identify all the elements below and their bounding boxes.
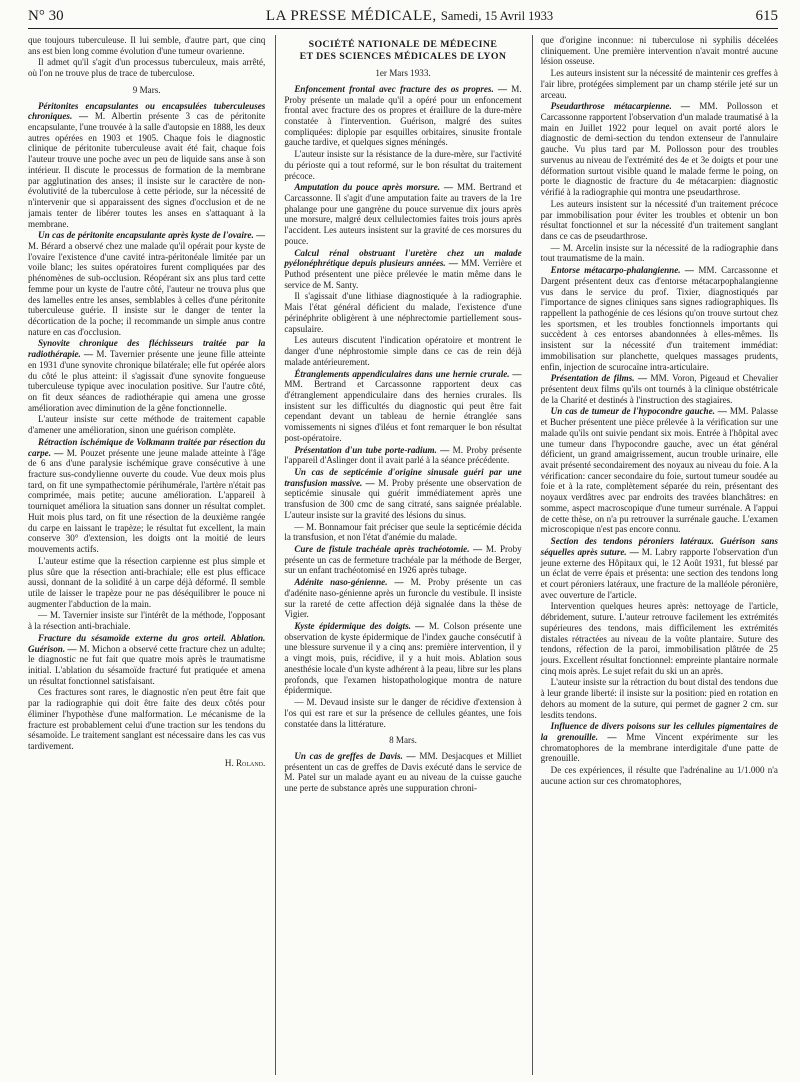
paragraph: Il admet qu'il s'agit d'un processus tuberculeux, mais arrêté, où l'on ne trouve plus de trace de tuberculose.	[28, 57, 266, 79]
article-text: M. Proby présente un cas de fermeture trachéale par la méthode de Berger, sur un enfant trachéotomisé en 1926 après tubage.	[284, 544, 522, 576]
article-text: MM. Verrière et Puthod présentent une pièce prélevée le matin même dans le service de M. Santy.	[284, 258, 522, 290]
journal-name: LA PRESSE MÉDICALE,	[265, 8, 437, 24]
issue-number: N° 30	[28, 8, 64, 24]
paragraph: Ces fractures sont rares, le diagnostic n'en peut être fait que par la radiographie qui doit être faite des deux côtés pour éliminer l'hypothèse d'une malformation. Le mécanisme de la fracture est probablement celui d'une traction sur les tendons du sésamoïde. Le traitement sanglant est nécessaire dans les cas vus tardivement.	[28, 687, 266, 751]
article-text: MM. Pollosson et Carcassonne rapportent l'observation d'un malade traumatisé à la main en Juillet 1922 pour lequel on avait porté alors le diagnostic de demi-section du tendon extenseur de l'annulaire gauche. Vu plus tard par M. Pollosson pour des troubles survenus au niveau de l'extrémité des 4e et 3e doigts et pour une déformation surtout visible quand le malade ferme le poing, on porte le diagnostic de fracture du 4e métacarpien: diagnostic vérifié à la radiographie qui montra une pseudarthrose.	[540, 101, 778, 198]
article-title: Entorse métacarpo-phalangienne. —	[550, 265, 694, 276]
article-title: Fracture du sésamoïde externe du gros orteil. Ablation. Guérison. —	[28, 632, 266, 654]
article-title: Rétraction ischémique de Volkmann traitée par résection du carpe. —	[28, 436, 266, 458]
paragraph: L'auteur insiste sur la résistance de la dure-mère, sur l'activité du périoste qui a tout reformé, sur le bon résultat du traitement précoce.	[284, 149, 522, 181]
article-text: MM. Bertrand et Carcassonne rapportent deux cas d'étranglement appendiculaire dans des hernies crurales. Ils insistent sur les difficultés du diagnostic qui peut être fait cependant devant un tableau de hernie étranglée sans vomissements ni signes d'iléus et font remarquer le bon résultat post-opératoire.	[284, 379, 522, 443]
column-right	[532, 35, 778, 1075]
article-title: Un cas de péritonite encapsulante après kyste de l'ovaire. —	[38, 230, 266, 241]
paragraph: — M. Arcelin insiste sur la nécessité de la radiographie dans tout traumatisme de la main.	[540, 242, 778, 264]
text-columns	[28, 35, 778, 1075]
issue-date: Samedi, 15 Avril 1933	[440, 9, 554, 23]
paragraph: Les auteurs discutent l'indication opératoire et montrent le danger d'une néphrostomie simple dans ce cas de rein déjà malade antérieurement.	[284, 335, 522, 367]
article-text: M. Proby présente l'appareil d'Aslinger dont il avait parlé à la séance précédente.	[284, 444, 522, 466]
article-text: M. Tavernier présente une jeune fille atteinte en 1931 d'une synovite chronique bilatérale; elle fut opérée alors du côté le plus atteint: il s'agissait d'une synovite fongueuse tuberculeuse typique avec inoculation positive. Sur l'autre côté, on fit deux séances de radiothérapie qui amena une grosse amélioration avec diminution de la gêne fonctionnelle.	[28, 349, 266, 413]
article-text: MM. Carcassonne et Dargent présentent deux cas d'entorse métacarpophalangienne vus dans le service du prof. Tixier, diagnostiqués par l'importance de signes cliniques sans signes radiographiques. Ils rappellent la pathogénie de ces lésions qu'on trouve surtout chez les sportsmen, et les troubles fonctionnels importants qui succèdent à ces entorses abandonnées à elles-mêmes. Ils insistent sur la nécessité d'un traitement immédiat: immobilisation sur planchette, quelques massages prudents, enfin, injection de scurocaïne intra-articulaire.	[540, 265, 778, 372]
paragraph: que d'origine inconnue: ni tuberculose ni syphilis décelées cliniquement. Une première intervention n'avait montré aucune lésion osseuse.	[540, 35, 778, 67]
society-heading	[284, 39, 521, 62]
article-title: Présentation de films. —	[550, 373, 648, 384]
article-text: MM. Palasse et Bucher présentent une pièce prélevée à la vérification sur une malade qu'ils ont suivie pendant six mois. Entrée à l'hôpital avec une tumeur dans l'hypocondre gauche, avec un état général déficient, un grand amaigrissement, aucun trouble urinaire, elle avait présenté secondairement des noyaux au niveau du foie. A la vérification: cancer secondaire du foie, surtout tumeur soudée au foie et à la rate, complètement séparée du rein, présentant des noyaux verdâtres avec par endroits des travées blanchâtres: en somme, aspect macroscopique d'une tumeur surrénale. A l'appui de cette thèse, on n'a pu retrouver la surrénale gauche. L'examen microscopique n'est pas encore connu.	[540, 406, 778, 535]
article-title: Présentation d'un tube porte-radium. —	[294, 444, 450, 455]
article-text: M. Labry rapporte l'observation d'un jeune externe des Hôpitaux qui, le 12 Août 1931, fut blessé par un éclat de verre épais et présenta: une section des tendons long et court péroniers latéraux, une fracture de la malléole péronière, avec ouverture de l'article.	[540, 546, 778, 600]
article-title: Pseudarthrose métacarpienne. —	[550, 101, 691, 112]
column-left	[28, 35, 265, 1075]
paragraph: Intervention quelques heures après: nettoyage de l'article, débridement, suture. L'auteur retrouve facilement les extrémités supérieures des tendons, mais difficilement les extrémités distales rétractées au niveau de la voûte plantaire. Suture des tendons, réfection de la paroi, immobilisation plâtrée de 25 jours. Excellent résultat fonctionnel: empreinte plantaire normale cinq mois après. Le sujet refait du ski un an après.	[540, 601, 778, 676]
paragraph: Il s'agissait d'une lithiase diagnostiquée à la radiographie. Mais l'état général déficient du malade, l'existence d'une périnéphrite obligèrent à une néphrectomie partiellement sous-capsulaire.	[284, 291, 522, 334]
article-text: M. Albertin présente 3 cas de péritonite encapsulante, l'une trouvée à la salle d'autopsie en 1888, les deux autres opérées en 1903 et 1905. Chaque fois le diagnostic clinique de péritonite tuberculeuse avait été fait, chaque fois l'auteur trouve une poche avec un peu de liquide sans anse à son intérieur. Il discute le processus de formation de la membrane par agglutination des anses; il insiste sur le caractère de non-évolutivité de la tuberculose à cette période, sur la nécessité de n'intervenir que si apparaissent des signes d'occlusion et de ne jamais tenter de libérer toutes les anses en s'attaquant à la membrane.	[28, 111, 266, 229]
article-text: M. Bérard a observé chez une malade qu'il opérait pour kyste de l'ovaire l'existence d'une cavité intra-péritonéale limitée par un voile blanc; les suites opératoires furent compliquées par des phénomènes de sub-occlusion. Réopérant six ans plus tard cette femme pour un kyste de l'autre côté, l'auteur ne trouva plus que des lamelles entre les anses, semblables à celles d'une péritonite tuberculeuse guérie. Il insiste sur le danger de tenter la décortication de la poche; il recommande un simple anus contre nature en cas d'occlusion.	[28, 240, 266, 337]
article-title: Un cas de greffes de Davis. —	[294, 750, 416, 761]
page-header	[28, 8, 778, 29]
author-signature: H. Roland.	[224, 757, 266, 768]
paragraph: L'auteur estime que la résection carpienne est plus simple et plus sûre que la résection anti-brachiale; elle est plus efficace aussi, donnant de la solidité à un carpe déjà déformé. Il semble utile de laisser le trapèze pour ne pas déséquilibrer le pouce ni augmenter l'abduction de la main.	[28, 555, 266, 609]
article-title: Un cas de septicémie d'origine sinusale guéri par une transfusion massive. —	[284, 466, 522, 488]
article-title: Enfoncement frontal avec fracture des os propres. —	[294, 83, 508, 94]
article-title: Section des tendons péroniers latéraux. Guérison sans séquelles après suture. —	[540, 536, 778, 557]
paragraph: que toujours tuberculeuse. Il lui semble, d'autre part, que cinq ans est bien long comme évolution d'une tumeur ovarienne.	[28, 35, 266, 56]
paragraph: De ces expériences, il résulte que l'adrénaline au 1/1.000 n'a aucune action sur ces chromatophores,	[540, 765, 778, 786]
article-title: Cure de fistule trachéale après trachéotomie. —	[294, 544, 483, 554]
column-middle	[275, 35, 521, 1075]
article-title: Péritonites encapsulantes ou encapsulées tuberculeuses chroniques. —	[28, 100, 266, 122]
article-title: Influence de divers poisons sur les cellules pigmentaires de la grenouille. —	[540, 721, 778, 742]
session-date: 1er Mars 1933.	[375, 68, 431, 79]
paragraph: — M. Bonnamour fait préciser que seule la septicémie décida la transfusion, et non l'état d'anémie du malade.	[284, 521, 522, 543]
society-heading-line2: ET DES SCIENCES MÉDICALES DE LYON	[299, 50, 507, 62]
page-number: 615	[755, 8, 778, 24]
article-title: Un cas de tumeur de l'hypocondre gauche. —	[550, 406, 727, 417]
article-title: Étranglements appendiculaires dans une hernie crurale. —	[294, 368, 522, 379]
session-date: 8 Mars.	[389, 735, 417, 746]
paragraph: — M. Devaud insiste sur le danger de récidive d'extension à l'os qui est rare et sur la présence de cellules géantes, une fois constatée dans la littérature.	[284, 697, 522, 729]
paragraph: — M. Tavernier insiste sur l'intérêt de la méthode, l'opposant à la résection anti-brachiale.	[28, 610, 266, 632]
article-title: Kyste épidermique des doigts. —	[294, 621, 425, 632]
paragraph: L'auteur insiste sur cette méthode de traitement capable d'amener une amélioration, sinon une guérison complète.	[28, 414, 266, 436]
article-text: M. Michon a observé cette fracture chez un adulte; le diagnostic ne fut fait que quatre mois après le traumatisme initial. L'ablation du sésamoïde fracturé fut pratiquée et amena un résultat fonctionnel satisfaisant.	[28, 643, 266, 686]
article-text: MM. Voron, Pigeaud et Chevalier présentent deux films qu'ils ont tournés à la clinique obstétricale de la Charité et destinés à l'instruction des stagiaires.	[540, 373, 778, 405]
article-title: Synovite chronique des fléchisseurs traitée par la radiothérapie. —	[28, 338, 266, 360]
article-title: Amputation du pouce après morsure. —	[294, 182, 454, 193]
article-title: Adénite naso-génienne. —	[294, 577, 404, 588]
article-text: M. Proby présente un malade qu'il a opéré pour un enfoncement frontal avec fracture des os propres et éraillure de la dure-mère constatée à l'intervention. Guérison, malgré des suites compliquées: diplopie par esquilles orbitaires, sinusite frontale gauche tardive, et quelques signes méningés.	[284, 83, 522, 148]
article-title: Calcul rénal obstruant l'uretère chez un malade pyélonéphrétique depuis plusieurs années. —	[284, 247, 522, 269]
session-date: 9 Mars.	[132, 84, 161, 95]
paragraph: Les auteurs insistent sur la nécessité d'un traitement précoce par immobilisation pour éviter les troubles et obtenir un bon résultat fonctionnel et sur la nécessité d'un traitement sanglant dans ce cas de pseudarthrose.	[540, 198, 778, 241]
article-text: MM. Desjacques et Milliet présentent un cas de greffes de Davis exécuté dans le service de M. Patel sur un malade ayant eu au niveau de la cuisse gauche une perte de substance après une suppuration chroni-	[284, 750, 522, 794]
journal-title-line	[266, 8, 553, 25]
paragraph: Les auteurs insistent sur la nécessité de maintenir ces greffes à l'air libre, protégées simplement par un champ stérile jeté sur un arceau.	[540, 68, 778, 100]
article-text: M. Pouzet présente une jeune malade atteinte à l'âge de 6 ans d'une paralysie ischémique grave consécutive à une fracture sus-condylienne ouverte du coude. Vue deux mois plus tard, on fit une sympathectomie périhumérale, l'artère n'était pas comprimée, mais petite; aucune amélioration. L'appareil à tourniquet améliora la situation sans donner un résultat complet. Huit mois plus tard, on fit une résection de la deuxième rangée du carpe en laissant le trapèze; le résultat fut excellent, la main conserve 30° d'extension, les doigts ont la moitié de leurs mouvements actifs.	[28, 447, 266, 555]
paragraph: L'auteur insiste sur la rétraction du bout distal des tendons due à leur grande liberté: il insiste sur la position: pied en rotation en dehors au moment de la suture, qui permet de gagner 2 cm. sur lesdits tendons.	[540, 677, 778, 720]
article-text: M. Proby présente un cas d'adénite naso-génienne après un furoncle du vestibule. Il insiste sur la rareté de cette affection déjà signalée dans la thèse de Vigier.	[284, 577, 522, 620]
article-text: M. Proby présente une observation de septicémie sinusale qui guérit immédiatement après une transfusion de 300 cmc de sang citraté, sans saignée préalable. L'auteur insiste sur la gravité des lésions du sinus.	[284, 477, 522, 520]
society-heading-line1: SOCIÉTÉ NATIONALE DE MÉDECINE	[308, 39, 498, 50]
article-text: M. Colson présente une observation de kyste épidermique de l'index gauche consécutif à une blessure survenue il y a cinq ans: première intervention, il y a vingt mois, puis, récidive, il y a huit mois. Ablation sous anesthésie locale d'un kyste adhérent à la peau, libre sur les plans profonds, que l'examen histopathologique montra de nature épidermique.	[284, 621, 522, 696]
article-text: Mme Vincent expérimente sur les chromatophores de la membrane interdigitale d'une patte de grenouille.	[540, 732, 778, 764]
article-text: MM. Bertrand et Carcassonne. Il s'agit d'une amputation faite au travers de la 1re phalange pour une gangrène du pouce survenue dix jours après une morsure, malgré deux cellulectomies faites trois jours après l'accident. Les auteurs insistent sur la gravité de ces morsures du pouce.	[284, 182, 522, 246]
